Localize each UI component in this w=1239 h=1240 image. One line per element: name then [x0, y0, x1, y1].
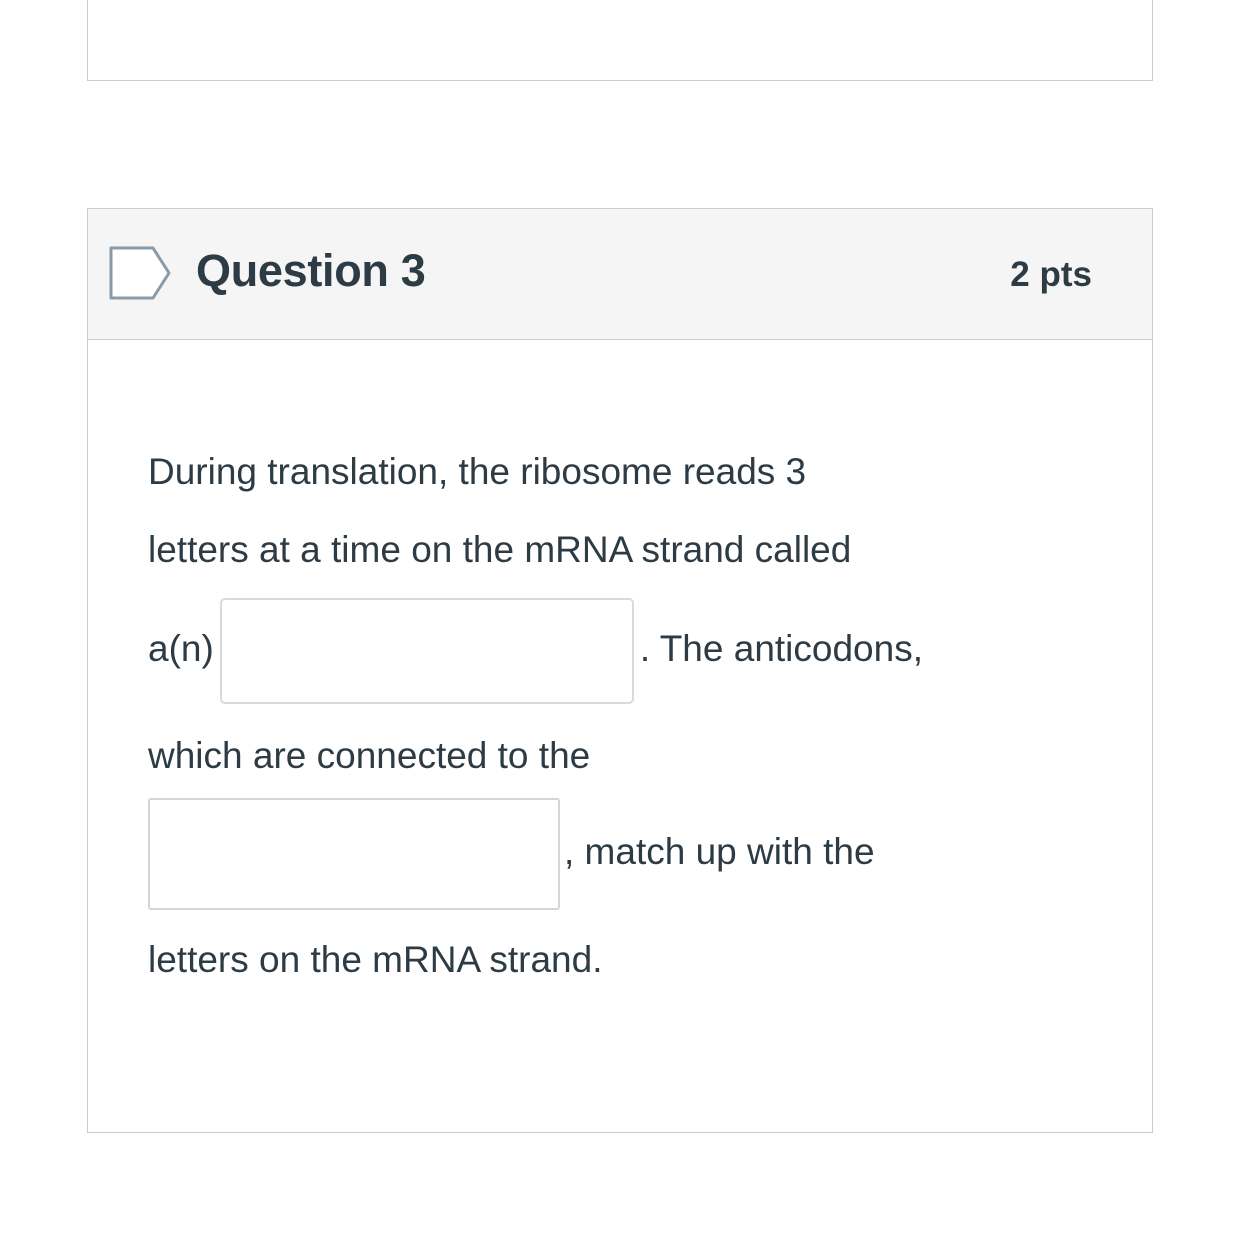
question-container — [87, 208, 1153, 1133]
question-text-line-4: which are connected to the — [148, 735, 591, 777]
question-text — [148, 436, 1092, 997]
question-text-line-5 — [148, 798, 1092, 910]
question-points: 2 pts — [1010, 255, 1092, 294]
question-text-line-1: During translation, the ribosome reads 3 — [148, 451, 807, 492]
question-text-prefix-an: a(n) — [148, 628, 214, 670]
answer-blank-2[interactable] — [148, 798, 560, 910]
question-title: Question 3 — [196, 245, 426, 296]
question-body — [88, 340, 1152, 997]
question-text-line-3 — [148, 598, 1092, 704]
previous-question-box — [87, 0, 1153, 81]
question-text-suffix-match: , match up with the — [564, 831, 875, 873]
question-text-line-6: letters on the mRNA strand. — [148, 939, 603, 981]
question-header — [88, 209, 1152, 340]
flag-bookmark-icon[interactable] — [109, 246, 171, 300]
question-text-suffix-anticodons: . The anticodons, — [639, 628, 923, 670]
question-text-line-2: letters at a time on the mRNA strand called — [148, 529, 852, 571]
answer-blank-1[interactable] — [220, 598, 634, 704]
